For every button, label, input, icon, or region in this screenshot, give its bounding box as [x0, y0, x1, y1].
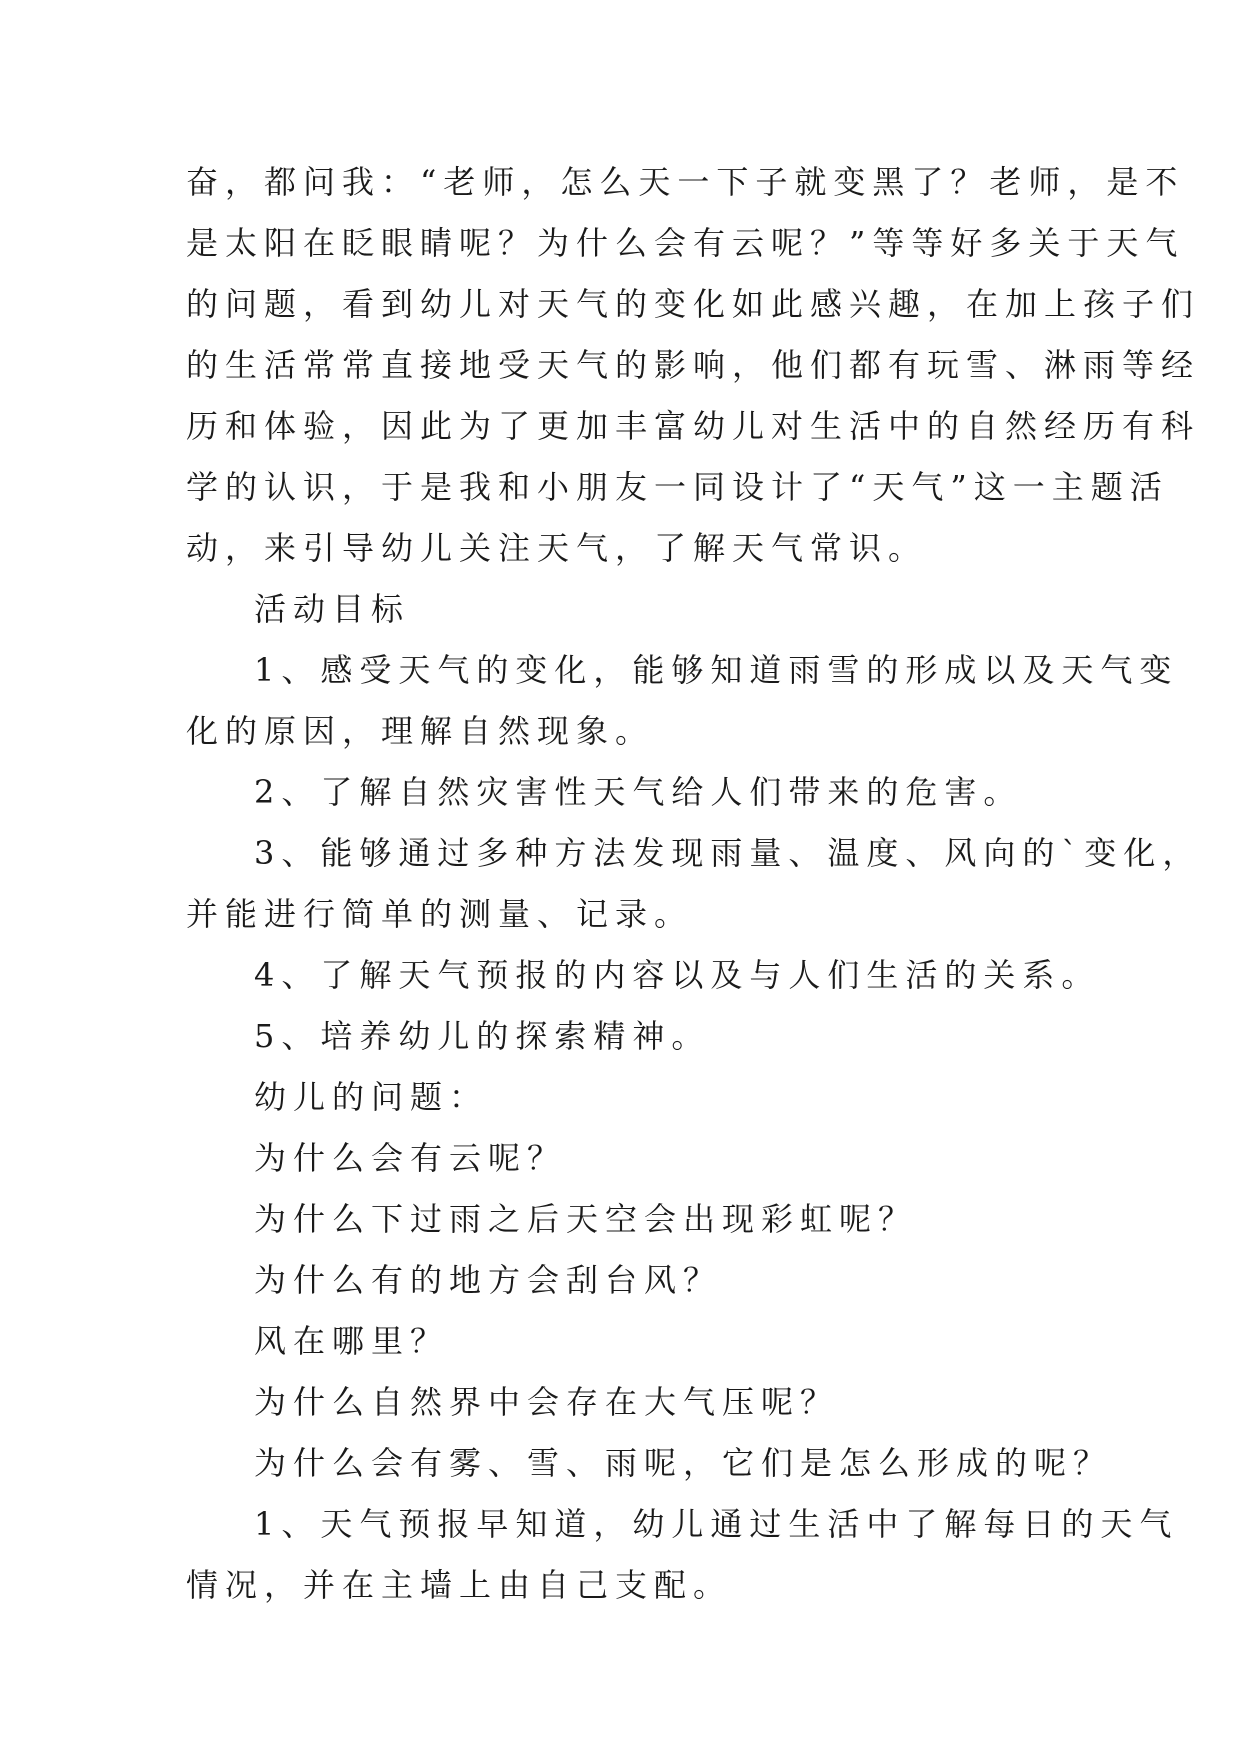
goal-item: 3、能够通过多种方法发现雨量、温度、风向的`变化，: [254, 834, 1202, 872]
question-item: 为什么自然界中会存在大气压呢？: [254, 1383, 840, 1421]
question-item: 风在哪里？: [254, 1322, 450, 1360]
goal-item: 1、感受天气的变化，能够知道雨雪的形成以及天气变: [254, 651, 1179, 689]
question-item: 为什么会有云呢？: [254, 1139, 567, 1177]
question-item: 为什么下过雨之后天空会出现彩虹呢？: [254, 1200, 918, 1238]
section-heading: 活动目标: [254, 590, 411, 628]
paragraph-line: 学的认识，于是我和小朋友一同设计了“天气”这一主题活: [186, 468, 1169, 506]
goal-item: 2、了解自然灾害性天气给人们带来的危害。: [254, 773, 1023, 811]
goal-item: 4、了解天气预报的内容以及与人们生活的关系。: [254, 956, 1101, 994]
paragraph-line: 的问题，看到幼儿对天气的变化如此感兴趣，在加上孩子们: [186, 285, 1201, 323]
goal-item-continuation: 并能进行简单的测量、记录。: [186, 895, 694, 933]
paragraph-line: 动，来引导幼儿关注天气，了解天气常识。: [186, 529, 928, 567]
goal-item: 5、培养幼儿的探索精神。: [254, 1017, 711, 1055]
goal-item-continuation: 化的原因，理解自然现象。: [186, 712, 655, 750]
question-item: 为什么会有雾、雪、雨呢，它们是怎么形成的呢？: [254, 1444, 1113, 1482]
paragraph-line: 奋，都问我：“老师，怎么天一下子就变黑了？老师，是不: [186, 163, 1185, 201]
activity-item-continuation: 情况，并在主墙上由自己支配。: [186, 1566, 733, 1604]
activity-item: 1、天气预报早知道，幼儿通过生活中了解每日的天气: [254, 1505, 1179, 1543]
paragraph-line: 的生活常常直接地受天气的影响，他们都有玩雪、淋雨等经: [186, 346, 1201, 384]
question-item: 为什么有的地方会刮台风？: [254, 1261, 723, 1299]
paragraph-line: 是太阳在眨眼睛呢？为什么会有云呢？”等等好多关于天气: [186, 224, 1185, 262]
section-heading: 幼儿的问题：: [254, 1078, 489, 1116]
document-body: [186, 152, 1202, 1616]
paragraph-line: 历和体验，因此为了更加丰富幼儿对生活中的自然经历有科: [186, 407, 1201, 445]
